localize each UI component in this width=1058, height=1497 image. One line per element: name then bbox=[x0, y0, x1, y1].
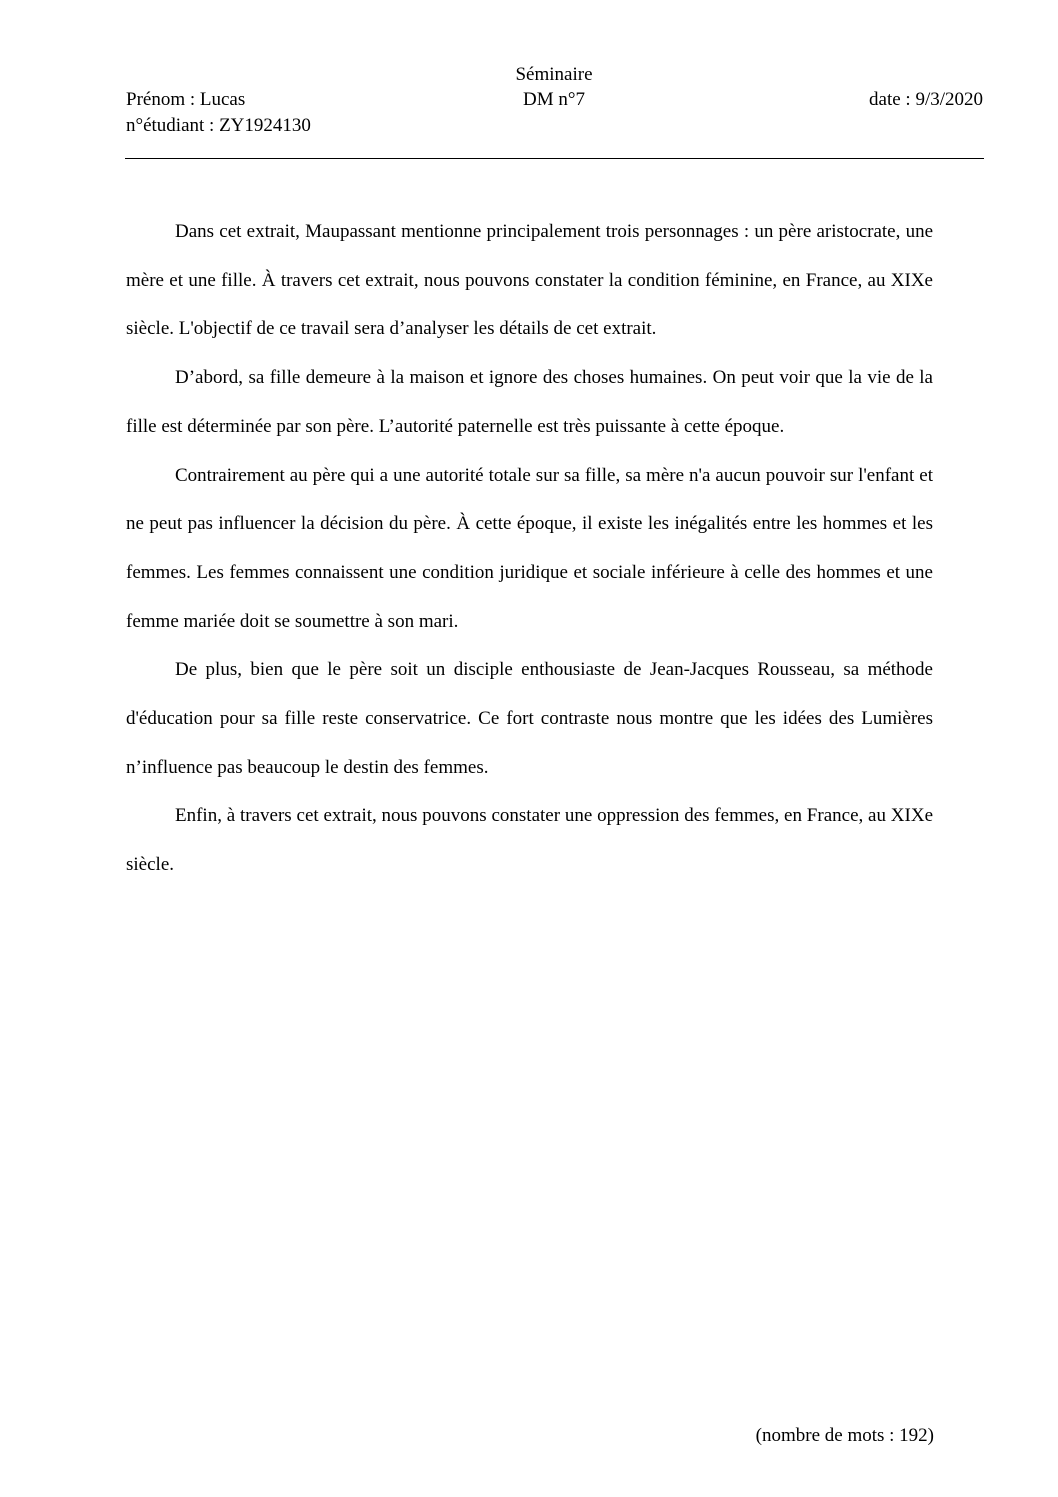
paragraph-mother-condition: Contrairement au père qui a une autorité totale sur sa fille, sa mère n'a aucun pouvoir sur l'enfant et ne peut pas influencer la décision du père. À cette époque, il existe les inégalités entre les hommes et les femmes. Les femmes connaissent une condition juridique et sociale inférieure à celle des hommes et une femme mariée doit se soumettre à son mari. bbox=[126, 464, 933, 632]
essay-body bbox=[126, 208, 933, 890]
submission-date: date : 9/3/2020 bbox=[869, 89, 983, 110]
paragraph-father-authority: D’abord, sa fille demeure à la maison et ignore des choses humaines. On peut voir que la vie de la fille est déterminée par son père. L’autorité paternelle est très puissante à cette époque. bbox=[126, 367, 933, 437]
course-title: Séminaire bbox=[515, 64, 593, 85]
paragraph-introduction: Dans cet extrait, Maupassant mentionne principalement trois personnages : un père aristocrate, une mère et une fille. À travers cet extrait, nous pouvons constater la condition féminine, en France, au XIXe siècle. L'objectif de ce travail sera d’analyser les détails de cet extrait. bbox=[126, 221, 933, 340]
header-divider bbox=[125, 158, 984, 159]
student-first-name: Prénom : Lucas bbox=[126, 89, 246, 110]
assignment-title: DM n°7 bbox=[523, 89, 585, 110]
word-count: (nombre de mots : 192) bbox=[755, 1425, 934, 1446]
paragraph-conclusion: Enfin, à travers cet extrait, nous pouvons constater une oppression des femmes, en France, au XIXe siècle. bbox=[126, 805, 933, 876]
paragraph-education: De plus, bien que le père soit un disciple enthousiaste de Jean-Jacques Rousseau, sa méthode d'éducation pour sa fille reste conservatrice. Ce fort contraste nous montre que les idées des Lumières n’influence pas beaucoup le destin des femmes. bbox=[126, 659, 933, 778]
student-number: n°étudiant : ZY1924130 bbox=[126, 115, 311, 136]
